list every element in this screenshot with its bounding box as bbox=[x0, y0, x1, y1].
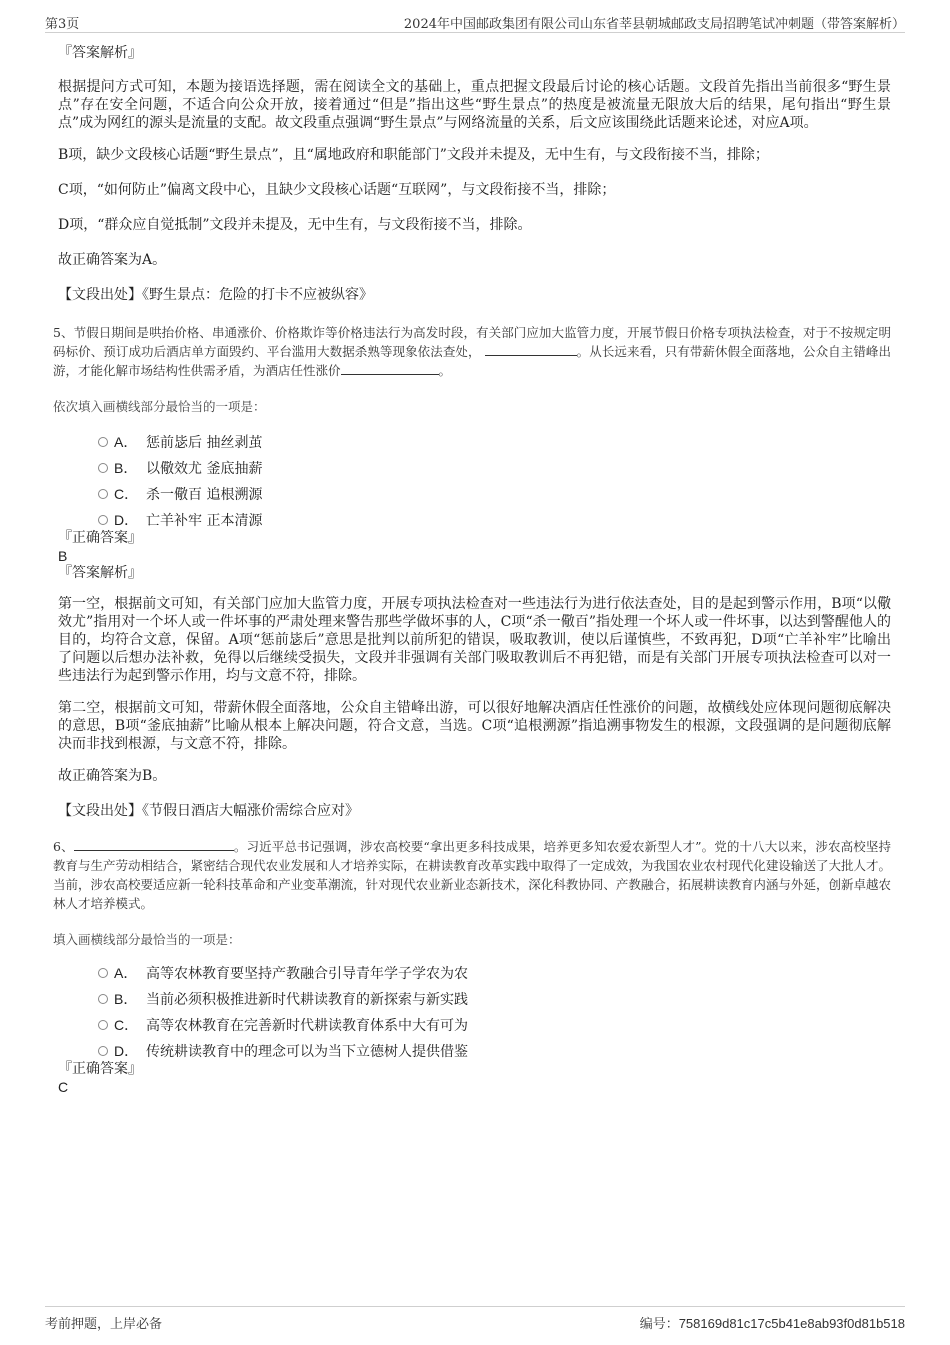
q5-conclusion: 故正确答案为B。 bbox=[58, 768, 167, 784]
page-number: 第3页 bbox=[45, 17, 80, 32]
option-letter: D． bbox=[114, 1043, 139, 1059]
q5-option-d[interactable] bbox=[98, 507, 891, 533]
q5-text-b: 。从长远来看，只有带薪休假全面落地，公众自主错峰出游，才能化解市场结构性供需矛盾，为酒店任性涨价 bbox=[53, 344, 891, 378]
q4-conclusion: 故正确答案为A。 bbox=[58, 252, 167, 268]
option-text: 传统耕读教育中的理念可以为当下立德树人提供借鉴 bbox=[146, 1044, 468, 1060]
q5-lead: 依次填入画横线部分最恰当的一项是： bbox=[53, 399, 266, 414]
q4-analysis-p3: C项，“如何防止”偏离文段中心，且缺少文段核心话题“互联网”，与文段衔接不当，排除； bbox=[58, 182, 616, 198]
option-letter: D． bbox=[114, 512, 139, 528]
q5-blank-1 bbox=[485, 343, 577, 356]
q5-source: 【文段出处】《节假日酒店大幅涨价需综合应对》 bbox=[58, 803, 359, 819]
option-text: 杀一儆百 追根溯源 bbox=[146, 487, 263, 503]
radio-icon[interactable] bbox=[98, 1046, 108, 1056]
q4-analysis-p4: D项，“群众应自觉抵制”文段并未提及，无中生有，与文段衔接不当，排除。 bbox=[58, 217, 532, 233]
q4-analysis-p2: B项，缺少文段核心话题“野生景点”，且“属地政府和职能部门”文段并未提及，无中生有，与文段衔接不当，排除； bbox=[58, 147, 769, 163]
q5-text-c: 。 bbox=[438, 363, 452, 378]
option-text: 惩前毖后 抽丝剥茧 bbox=[146, 435, 263, 451]
page-content bbox=[53, 44, 891, 1095]
q5-number: 5、 bbox=[53, 325, 74, 340]
option-letter: B． bbox=[114, 991, 138, 1007]
q4-analysis-p1: 根据提问方式可知，本题为接语选择题，需在阅读全文的基础上，重点把握文段最后讨论的核心话题。文段首先指出当前很多“野生景点”存在安全问题，不适合向公众开放，接着通过“但是”指出这些“野生景点”的热度是被流量无限放大后的结果，尾句指出“野生景点”成为网红的源头是流量的支配。故文段重点强调“野生景点”与网络流量的关系，后文应该围绕此话题来论述，对应A项。 bbox=[58, 79, 891, 131]
q4-source: 【文段出处】《野生景点：危险的打卡不应被纵容》 bbox=[58, 287, 373, 303]
option-text: 高等农林教育要坚持产教融合引导青年学子学农为农 bbox=[146, 966, 468, 982]
page-footer bbox=[45, 1306, 905, 1331]
q5-blank-2 bbox=[341, 362, 439, 375]
option-letter: C． bbox=[114, 486, 139, 502]
option-text: 亡羊补牢 正本清源 bbox=[146, 513, 263, 529]
q5-answer: B bbox=[58, 548, 68, 564]
option-text: 当前必须积极推进新时代耕读教育的新探索与新实践 bbox=[146, 992, 468, 1008]
document-title: 2024年中国邮政集团有限公司山东省莘县朝城邮政支局招聘笔试冲刺题（带答案解析） bbox=[403, 17, 905, 32]
q6-number: 6、 bbox=[53, 839, 74, 854]
q6-option-d[interactable] bbox=[98, 1038, 891, 1064]
option-text: 以儆效尤 釜底抽薪 bbox=[146, 461, 263, 477]
q6-question bbox=[53, 837, 891, 913]
q5-option-a[interactable] bbox=[98, 429, 891, 455]
q6-answer: C bbox=[58, 1079, 69, 1095]
q6-answer-label: 『正确答案』 bbox=[58, 1061, 142, 1077]
option-letter: B． bbox=[114, 460, 138, 476]
q6-option-a[interactable] bbox=[98, 960, 891, 986]
q5-option-b[interactable] bbox=[98, 455, 891, 481]
q6-blank bbox=[74, 838, 234, 851]
q6-option-c[interactable] bbox=[98, 1012, 891, 1038]
option-letter: A． bbox=[114, 434, 138, 450]
radio-icon[interactable] bbox=[98, 515, 108, 525]
radio-icon[interactable] bbox=[98, 968, 108, 978]
q6-options bbox=[58, 960, 891, 1064]
radio-icon[interactable] bbox=[98, 463, 108, 473]
q5-question bbox=[53, 323, 891, 380]
option-text: 高等农林教育在完善新时代耕读教育体系中大有可为 bbox=[146, 1018, 468, 1034]
radio-icon[interactable] bbox=[98, 994, 108, 1004]
q5-answer-label: 『正确答案』 bbox=[58, 530, 142, 546]
q5-options bbox=[58, 429, 891, 533]
q6-option-b[interactable] bbox=[98, 986, 891, 1012]
footer-slogan: 考前押题，上岸必备 bbox=[45, 1317, 163, 1332]
q5-analysis-label: 『答案解析』 bbox=[58, 565, 142, 581]
page-header bbox=[45, 10, 905, 33]
q6-text-a: 。习近平总书记强调，涉农高校要“拿出更多科技成果，培养更多知农爱农新型人才”。党的十八大以来，涉农高校坚持教育与生产劳动相结合，紧密结合现代农业发展和人才培养实际，在耕读教育改革实践中取得了一定成效，为我国农业农村现代化建设输送了大批人才。当前，涉农高校要适应新一轮科技革命和产业变革潮流，针对现代农业新业态新技术，深化科教协同、产教融合，拓展耕读教育内涵与外延，创新卓越农林人才培养模式。 bbox=[53, 839, 891, 911]
q4-analysis-label: 『答案解析』 bbox=[58, 45, 142, 61]
q5-option-c[interactable] bbox=[98, 481, 891, 507]
radio-icon[interactable] bbox=[98, 489, 108, 499]
option-letter: A． bbox=[114, 965, 138, 981]
radio-icon[interactable] bbox=[98, 437, 108, 447]
option-letter: C． bbox=[114, 1017, 139, 1033]
document-id: 编号：758169d81c17c5b41e8ab93f0d81b518 bbox=[639, 1316, 905, 1331]
q6-lead: 填入画横线部分最恰当的一项是： bbox=[53, 932, 241, 947]
q5-text-a: 节假日期间是哄抬价格、串通涨价、价格欺诈等价格违法行为高发时段，有关部门应加大监管力度，开展节假日价格专项执法检查，对于不按规定明码标价、预订成功后酒店单方面毁约、平台滥用大数据杀熟等现象依法查处， bbox=[53, 325, 891, 359]
q5-analysis-p2: 第二空，根据前文可知，带薪休假全面落地，公众自主错峰出游，可以很好地解决酒店任性涨价的问题，故横线处应体现问题彻底解决的意思，B项“釜底抽薪”比喻从根本上解决问题，符合文意，当选。C项“追根溯源”指追溯事物发生的根源，文段强调的是问题彻底解决而非找到根源，与文意不符，排除。 bbox=[58, 700, 891, 752]
radio-icon[interactable] bbox=[98, 1020, 108, 1030]
q5-analysis-p1: 第一空，根据前文可知，有关部门应加大监管力度，开展专项执法检查对一些违法行为进行依法查处，目的是起到警示作用，B项“以儆效尤”指用对一个坏人或一件坏事的严肃处理来警告那些学做坏事的人，C项“杀一儆百”指处理一个坏人或一件坏事，以达到警醒他人的目的，均符合文意，保留。A项“惩前毖后”意思是批判以前所犯的错误，吸取教训，使以后谨慎些，不致再犯，D项“亡羊补牢”比喻出了问题以后想办法补救，免得以后继续受损失，文段并非强调有关部门吸取教训后不再犯错，而是有关部门开展专项执法检查可以对一些违法行为起到警示作用，均与文意不符，排除。 bbox=[58, 596, 891, 684]
